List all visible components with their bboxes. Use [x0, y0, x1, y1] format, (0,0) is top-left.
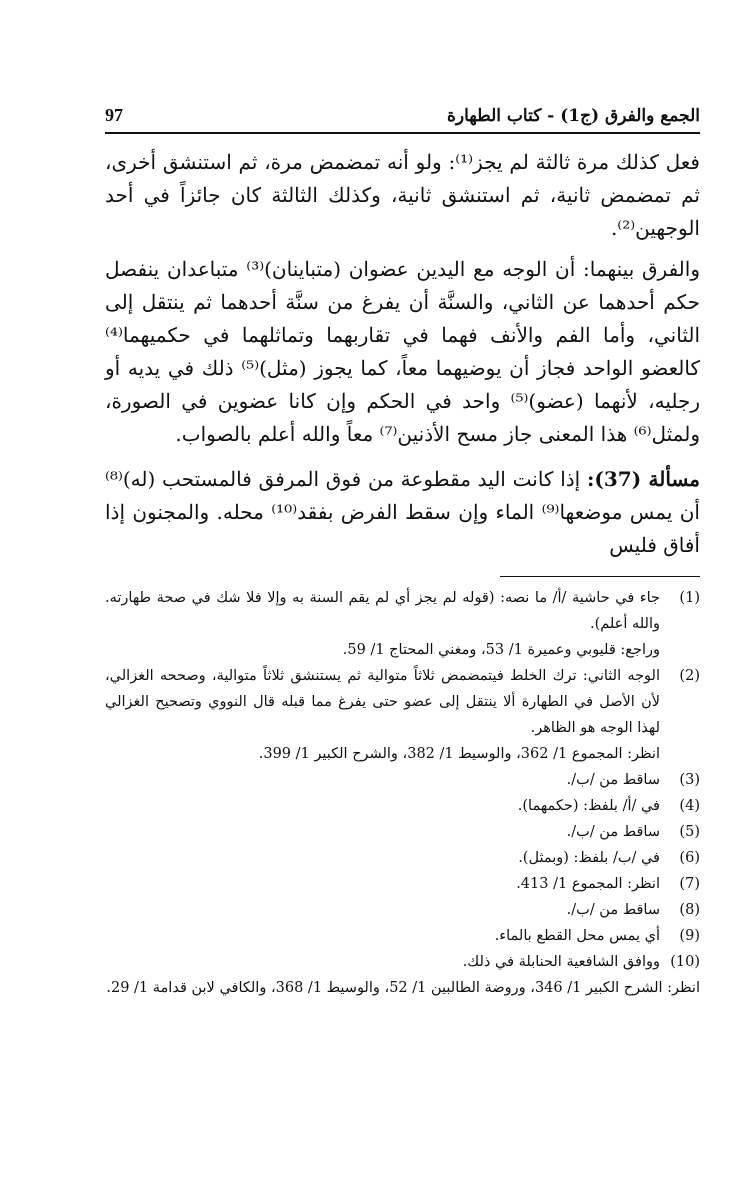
footnote-text: ووافق الشافعية الحنابلة في ذلك. — [462, 954, 660, 970]
footnote-text: الوجه الثاني: ترك الخلط فيتمضمض ثلاثاً متوالية ثم يستنشق ثلاثاً متوالية، وصححه الغزالي، لأن الأصل في الطهارة ألا ينتقل إلى عضو حتى يفرغ مما قبله قال النووي وتصحيح الغزالي لهذا الوجه هو الظاهر. — [105, 668, 660, 736]
footnote-separator — [500, 576, 700, 577]
masala-label: مسألة (37): — [587, 467, 701, 491]
footnote-number: (8) — [679, 902, 700, 918]
footnote-number: (5) — [679, 824, 700, 840]
footnote-number: (2) — [679, 668, 700, 684]
footnote-number: (7) — [679, 876, 700, 892]
footnote-number: (1) — [679, 590, 700, 606]
footnote-10 — [105, 949, 700, 975]
footnote-5 — [105, 819, 700, 845]
footnote-4 — [105, 793, 700, 819]
footnote-8 — [105, 897, 700, 923]
footnote-9 — [105, 923, 700, 949]
footnote-number: (3) — [679, 772, 700, 788]
footnote-10-ref: انظر: الشرح الكبير 1/ 346، وروضة الطالبين 1/ 52، والوسيط 1/ 368، والكافي لابن قدامة 1/ 29. — [106, 980, 700, 996]
footnote-1-ref: وراجع: قليوبي وعميرة 1/ 53، ومغني المحتاج 1/ 59. — [342, 642, 660, 658]
paragraph-3 — [105, 463, 700, 562]
footnote-2-ref: انظر: المجموع 1/ 362، والوسيط 1/ 382، والشرح الكبير 1/ 399. — [258, 746, 660, 762]
footnote-2 — [105, 663, 700, 741]
footnote-6 — [105, 845, 700, 871]
footnote-number: (10) — [670, 954, 700, 970]
footnote-text: جاء في حاشية /أ/ ما نصه: (قوله لم يجز أي لم يقم السنة به وإلا فلا شك في صحة طهارته. والله أعلم). — [105, 590, 660, 632]
footnote-number: (4) — [679, 798, 700, 814]
footnote-number: (6) — [679, 850, 700, 866]
page-header — [105, 100, 700, 134]
footnote-text: في /أ/ بلفظ: (حكمهما). — [517, 798, 660, 814]
footnote-text: ساقط من /ب/. — [566, 902, 660, 918]
main-text — [105, 146, 700, 562]
footnotes — [105, 585, 700, 1001]
footnote-number: (9) — [679, 928, 700, 944]
footnote-text: أي يمس محل القطع بالماء. — [494, 928, 660, 944]
footnote-text: انظر: المجموع 1/ 413. — [516, 876, 660, 892]
footnote-3 — [105, 767, 700, 793]
masala-text: إذا كانت اليد مقطوعة من فوق المرفق فالمستحب (له)⁽⁸⁾ أن يمس موضعها⁽⁹⁾ الماء وإن سقط الفرض بفقد⁽¹⁰⁾ محله. والمجنون إذا أفاق فليس — [105, 467, 700, 557]
paragraph-1: فعل كذلك مرة ثالثة لم يجز⁽¹⁾: ولو أنه تمضمض مرة، ثم استنشق أخرى، ثم تمضمض ثانية، ثم استنشق ثانية، وكذلك الثالثة كان جائزاً في أحد الوجهين⁽²⁾. — [105, 150, 700, 240]
footnote-text: في /ب/ بلفظ: (وبمثل). — [518, 850, 660, 866]
paragraph-2: والفرق بينهما: أن الوجه مع اليدين عضوان (متباينان)⁽³⁾ متباعدان ينفصل حكم أحدهما عن الثاني، والسنَّة أن يفرغ من سنَّة أحدهما ثم ينتقل إلى الثاني، وأما الفم والأنف فهما في تقاربهما وتماثلهما في حكميهما⁽⁴⁾ كالعضو الواحد فجاز أن يوضيهما معاً، كما يجوز (مثل)⁽⁵⁾ ذلك في يديه أو رجليه، لأنهما (عضو)⁽⁵⁾ واحد في الحكم وإن كانا عضوين في الصورة، ولمثل⁽⁶⁾ هذا المعنى جاز مسح الأذنين⁽⁷⁾ معاً والله أعلم بالصواب. — [105, 257, 700, 446]
running-title: الجمع والفرق (ج1) - كتاب الطهارة — [447, 106, 700, 126]
footnote-7 — [105, 871, 700, 897]
page-number: 97 — [105, 105, 123, 125]
footnote-text: ساقط من /ب/. — [566, 772, 660, 788]
book-page — [105, 100, 700, 1001]
footnote-1 — [105, 585, 700, 637]
footnote-text: ساقط من /ب/. — [566, 824, 660, 840]
